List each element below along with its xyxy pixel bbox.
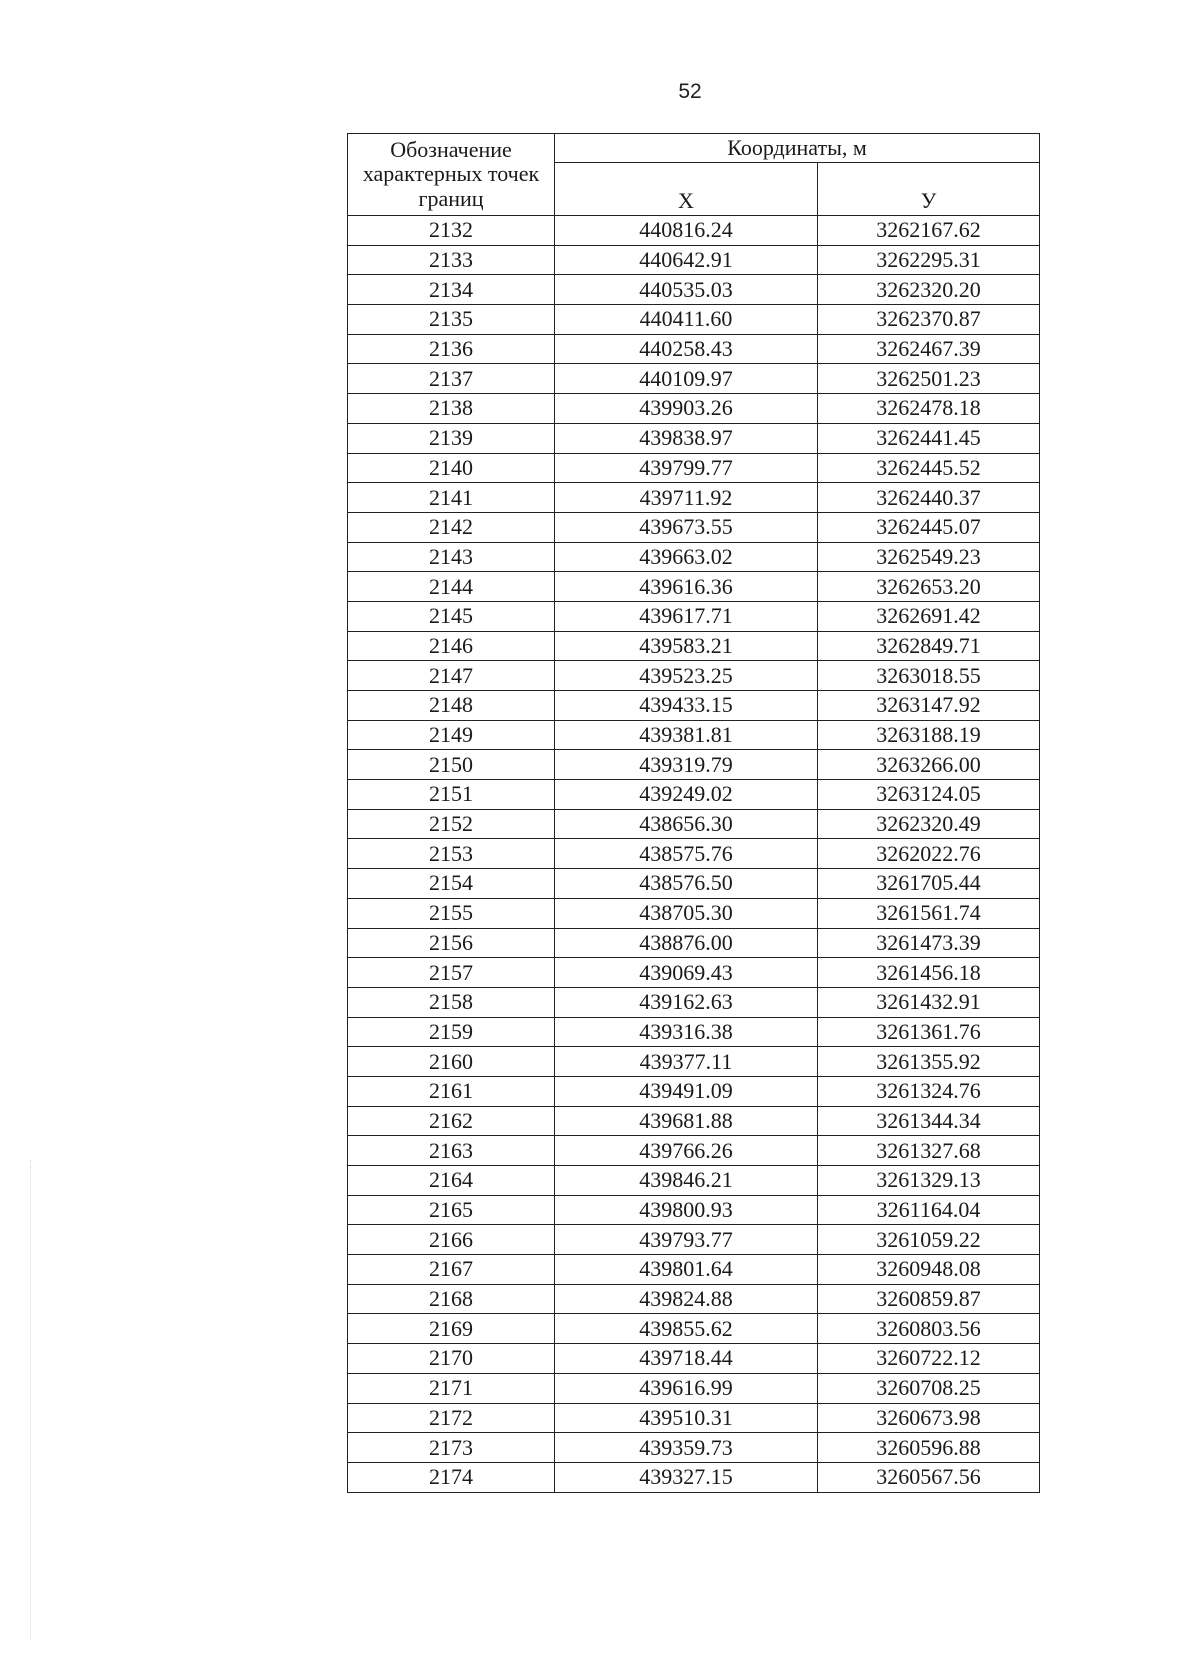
cell-x: 439381.81 — [555, 720, 818, 750]
table-row — [348, 1462, 1040, 1492]
cell-point: 2153 — [348, 839, 555, 869]
cell-y: 3263188.19 — [818, 720, 1040, 750]
header-coordinates: Координаты, м — [555, 134, 1040, 163]
cell-point: 2138 — [348, 394, 555, 424]
cell-y: 3261561.74 — [818, 898, 1040, 928]
cell-point: 2169 — [348, 1314, 555, 1344]
cell-point: 2146 — [348, 631, 555, 661]
cell-x: 439801.64 — [555, 1255, 818, 1285]
cell-x: 438575.76 — [555, 839, 818, 869]
table-row — [348, 1433, 1040, 1463]
table-row — [348, 512, 1040, 542]
page-number: 52 — [678, 80, 702, 103]
table-row — [348, 601, 1040, 631]
table-row — [348, 1166, 1040, 1196]
table-row — [348, 275, 1040, 305]
cell-x: 438576.50 — [555, 869, 818, 899]
table-row — [348, 1403, 1040, 1433]
cell-point: 2148 — [348, 691, 555, 721]
table-row — [348, 780, 1040, 810]
table-row — [348, 216, 1040, 246]
cell-x: 439673.55 — [555, 512, 818, 542]
cell-y: 3262849.71 — [818, 631, 1040, 661]
cell-x: 438656.30 — [555, 809, 818, 839]
cell-y: 3262320.49 — [818, 809, 1040, 839]
cell-y: 3261456.18 — [818, 958, 1040, 988]
table-row — [348, 1225, 1040, 1255]
cell-y: 3261355.92 — [818, 1047, 1040, 1077]
table-row — [348, 1195, 1040, 1225]
table-row — [348, 542, 1040, 572]
cell-y: 3262320.20 — [818, 275, 1040, 305]
cell-x: 440642.91 — [555, 245, 818, 275]
cell-y: 3261361.76 — [818, 1017, 1040, 1047]
cell-point: 2160 — [348, 1047, 555, 1077]
header-x: X — [555, 163, 818, 216]
table-row — [348, 928, 1040, 958]
cell-y: 3262440.37 — [818, 483, 1040, 513]
cell-point: 2150 — [348, 750, 555, 780]
table-row — [348, 1047, 1040, 1077]
cell-y: 3260673.98 — [818, 1403, 1040, 1433]
cell-point: 2174 — [348, 1462, 555, 1492]
table-row — [348, 305, 1040, 335]
cell-y: 3260803.56 — [818, 1314, 1040, 1344]
cell-x: 439663.02 — [555, 542, 818, 572]
cell-y: 3262467.39 — [818, 334, 1040, 364]
cell-point: 2145 — [348, 601, 555, 631]
cell-y: 3261473.39 — [818, 928, 1040, 958]
table-row — [348, 1314, 1040, 1344]
cell-x: 439799.77 — [555, 453, 818, 483]
table-row — [348, 1373, 1040, 1403]
table-row — [348, 809, 1040, 839]
table-row — [348, 750, 1040, 780]
cell-point: 2172 — [348, 1403, 555, 1433]
table-row — [348, 661, 1040, 691]
table-row — [348, 1017, 1040, 1047]
cell-x: 439316.38 — [555, 1017, 818, 1047]
cell-point: 2163 — [348, 1136, 555, 1166]
table-row — [348, 691, 1040, 721]
cell-point: 2136 — [348, 334, 555, 364]
cell-x: 439838.97 — [555, 423, 818, 453]
cell-y: 3260708.25 — [818, 1373, 1040, 1403]
table-row — [348, 1284, 1040, 1314]
cell-y: 3262549.23 — [818, 542, 1040, 572]
cell-x: 439069.43 — [555, 958, 818, 988]
cell-x: 440411.60 — [555, 305, 818, 335]
cell-x: 439433.15 — [555, 691, 818, 721]
table-row — [348, 334, 1040, 364]
cell-x: 439718.44 — [555, 1344, 818, 1374]
cell-point: 2165 — [348, 1195, 555, 1225]
table-row — [348, 483, 1040, 513]
cell-point: 2139 — [348, 423, 555, 453]
cell-y: 3261327.68 — [818, 1136, 1040, 1166]
cell-y: 3261324.76 — [818, 1076, 1040, 1106]
cell-point: 2147 — [348, 661, 555, 691]
table-row — [348, 958, 1040, 988]
cell-y: 3261344.34 — [818, 1106, 1040, 1136]
cell-y: 3262441.45 — [818, 423, 1040, 453]
cell-y: 3262691.42 — [818, 601, 1040, 631]
cell-point: 2159 — [348, 1017, 555, 1047]
cell-x: 439162.63 — [555, 987, 818, 1017]
cell-x: 439846.21 — [555, 1166, 818, 1196]
cell-point: 2166 — [348, 1225, 555, 1255]
cell-point: 2156 — [348, 928, 555, 958]
table-row — [348, 839, 1040, 869]
table-row — [348, 898, 1040, 928]
table-row — [348, 453, 1040, 483]
cell-y: 3261432.91 — [818, 987, 1040, 1017]
cell-point: 2144 — [348, 572, 555, 602]
table-row — [348, 720, 1040, 750]
scan-artifact-line — [30, 1160, 32, 1640]
table-row — [348, 1106, 1040, 1136]
cell-x: 439903.26 — [555, 394, 818, 424]
cell-y: 3261329.13 — [818, 1166, 1040, 1196]
table-row — [348, 987, 1040, 1017]
cell-y: 3263147.92 — [818, 691, 1040, 721]
cell-x: 439523.25 — [555, 661, 818, 691]
cell-x: 439681.88 — [555, 1106, 818, 1136]
cell-x: 439319.79 — [555, 750, 818, 780]
cell-point: 2173 — [348, 1433, 555, 1463]
cell-y: 3262478.18 — [818, 394, 1040, 424]
cell-y: 3263124.05 — [818, 780, 1040, 810]
cell-point: 2158 — [348, 987, 555, 1017]
cell-y: 3260859.87 — [818, 1284, 1040, 1314]
cell-point: 2164 — [348, 1166, 555, 1196]
cell-point: 2170 — [348, 1344, 555, 1374]
cell-x: 439249.02 — [555, 780, 818, 810]
table-row — [348, 423, 1040, 453]
cell-point: 2168 — [348, 1284, 555, 1314]
cell-x: 438876.00 — [555, 928, 818, 958]
cell-x: 439855.62 — [555, 1314, 818, 1344]
coordinates-table — [347, 133, 1040, 1493]
cell-y: 3262167.62 — [818, 216, 1040, 246]
cell-y: 3260596.88 — [818, 1433, 1040, 1463]
cell-point: 2133 — [348, 245, 555, 275]
cell-x: 438705.30 — [555, 898, 818, 928]
table-row — [348, 394, 1040, 424]
cell-point: 2171 — [348, 1373, 555, 1403]
cell-y: 3262445.07 — [818, 512, 1040, 542]
table-header — [348, 134, 1040, 216]
cell-point: 2137 — [348, 364, 555, 394]
cell-y: 3261059.22 — [818, 1225, 1040, 1255]
header-y: У — [818, 163, 1040, 216]
cell-point: 2143 — [348, 542, 555, 572]
cell-x: 439766.26 — [555, 1136, 818, 1166]
cell-y: 3262445.52 — [818, 453, 1040, 483]
cell-point: 2135 — [348, 305, 555, 335]
cell-x: 439359.73 — [555, 1433, 818, 1463]
cell-point: 2132 — [348, 216, 555, 246]
cell-x: 439491.09 — [555, 1076, 818, 1106]
cell-y: 3263018.55 — [818, 661, 1040, 691]
table-row — [348, 1255, 1040, 1285]
cell-y: 3262501.23 — [818, 364, 1040, 394]
table-row — [348, 572, 1040, 602]
cell-x: 440816.24 — [555, 216, 818, 246]
cell-x: 439510.31 — [555, 1403, 818, 1433]
cell-y: 3262295.31 — [818, 245, 1040, 275]
table-row — [348, 869, 1040, 899]
cell-y: 3262370.87 — [818, 305, 1040, 335]
table-row — [348, 245, 1040, 275]
cell-x: 439327.15 — [555, 1462, 818, 1492]
cell-point: 2151 — [348, 780, 555, 810]
cell-x: 439583.21 — [555, 631, 818, 661]
cell-point: 2141 — [348, 483, 555, 513]
cell-x: 439616.99 — [555, 1373, 818, 1403]
table-body — [348, 216, 1040, 1493]
cell-point: 2155 — [348, 898, 555, 928]
cell-x: 439793.77 — [555, 1225, 818, 1255]
table-row — [348, 364, 1040, 394]
header-point-designation: Обозначение характерных точек границ — [348, 134, 555, 216]
cell-y: 3261705.44 — [818, 869, 1040, 899]
cell-x: 439616.36 — [555, 572, 818, 602]
cell-point: 2162 — [348, 1106, 555, 1136]
cell-x: 439800.93 — [555, 1195, 818, 1225]
cell-x: 439617.71 — [555, 601, 818, 631]
table-row — [348, 1344, 1040, 1374]
table-row — [348, 1136, 1040, 1166]
cell-point: 2140 — [348, 453, 555, 483]
cell-y: 3260722.12 — [818, 1344, 1040, 1374]
cell-y: 3263266.00 — [818, 750, 1040, 780]
cell-x: 439711.92 — [555, 483, 818, 513]
cell-point: 2134 — [348, 275, 555, 305]
cell-point: 2142 — [348, 512, 555, 542]
cell-point: 2161 — [348, 1076, 555, 1106]
cell-point: 2152 — [348, 809, 555, 839]
cell-point: 2149 — [348, 720, 555, 750]
cell-x: 440535.03 — [555, 275, 818, 305]
table-row — [348, 631, 1040, 661]
cell-y: 3262653.20 — [818, 572, 1040, 602]
table-row — [348, 1076, 1040, 1106]
cell-point: 2154 — [348, 869, 555, 899]
cell-x: 440109.97 — [555, 364, 818, 394]
cell-y: 3260567.56 — [818, 1462, 1040, 1492]
cell-y: 3261164.04 — [818, 1195, 1040, 1225]
cell-y: 3262022.76 — [818, 839, 1040, 869]
cell-x: 439824.88 — [555, 1284, 818, 1314]
cell-point: 2157 — [348, 958, 555, 988]
cell-x: 439377.11 — [555, 1047, 818, 1077]
cell-point: 2167 — [348, 1255, 555, 1285]
cell-x: 440258.43 — [555, 334, 818, 364]
cell-y: 3260948.08 — [818, 1255, 1040, 1285]
